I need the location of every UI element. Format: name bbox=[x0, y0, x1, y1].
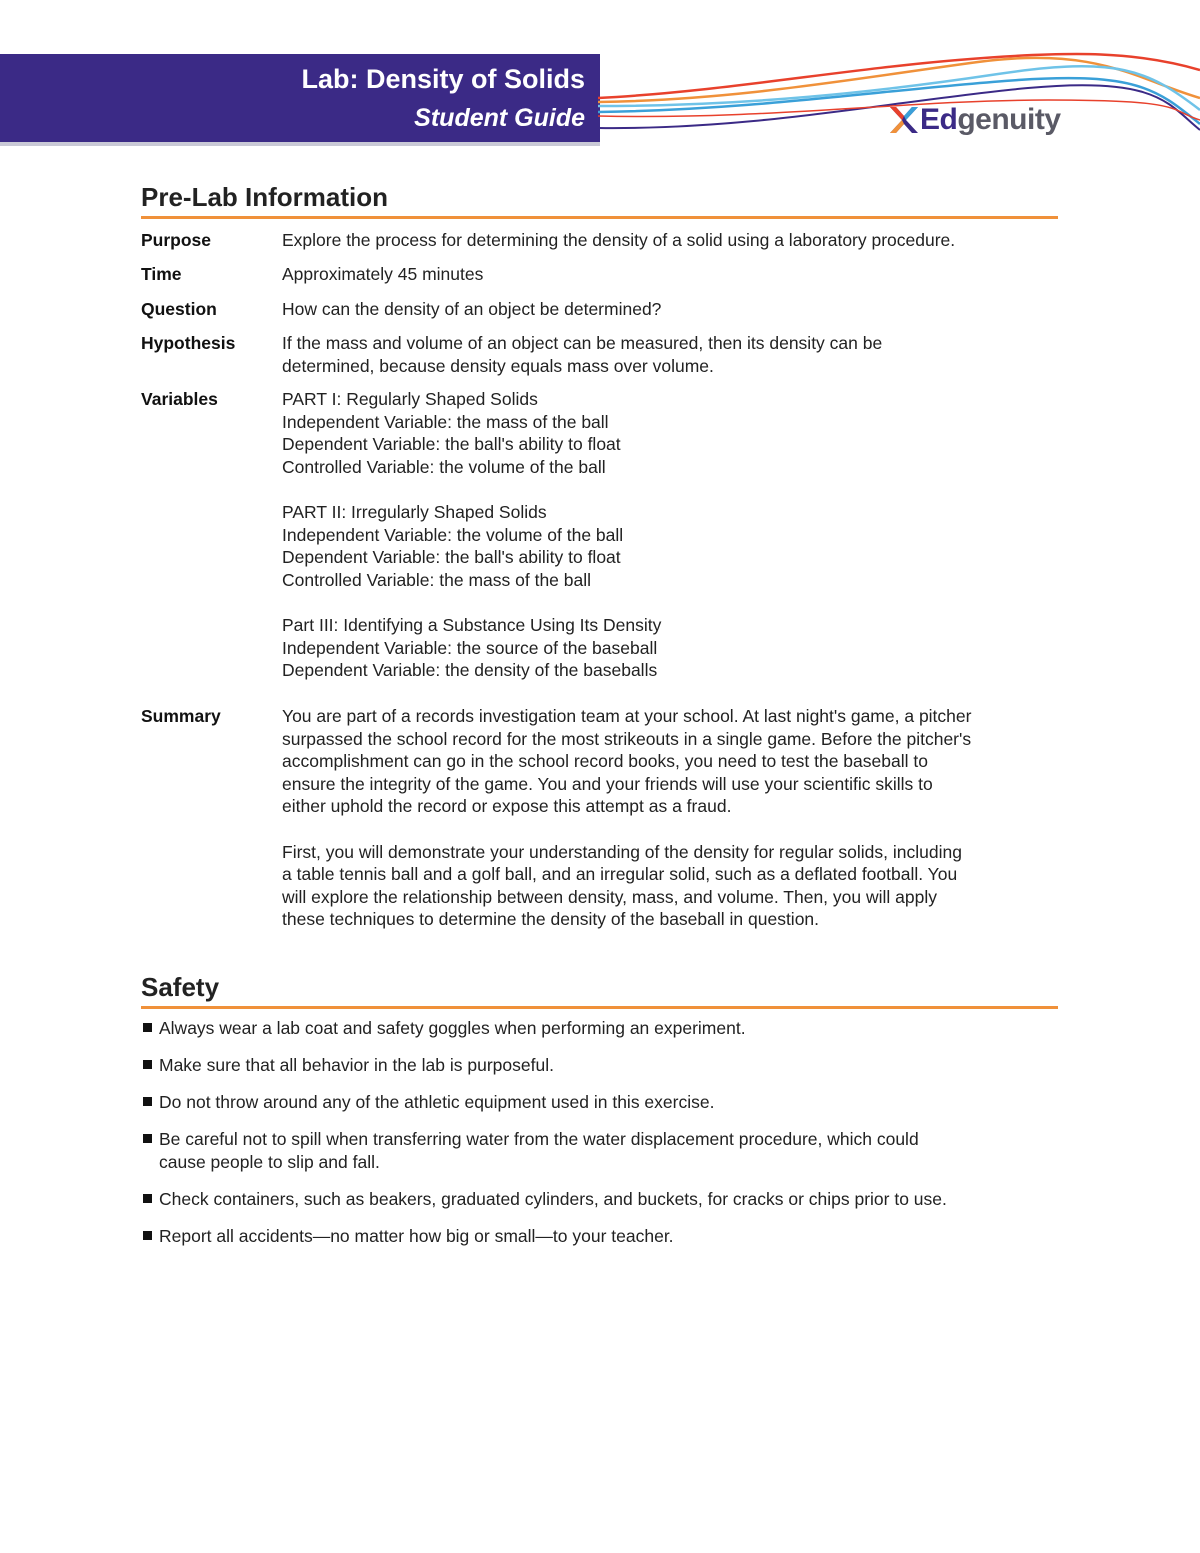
square-bullet-icon bbox=[143, 1060, 152, 1069]
summary-value bbox=[282, 705, 1062, 931]
square-bullet-icon bbox=[143, 1134, 152, 1143]
variable-line: Dependent Variable: the density of the baseballs bbox=[282, 660, 658, 681]
safety-item: Make sure that all behavior in the lab is purposeful. bbox=[141, 1054, 1061, 1077]
safety-item: Report all accidents—no matter how big or small—to your teacher. bbox=[141, 1225, 1061, 1248]
time-value: Approximately 45 minutes bbox=[282, 264, 484, 284]
variable-line: Independent Variable: the mass of the ball bbox=[282, 411, 609, 432]
summary-line: either uphold the record or expose this attempt as a fraud. bbox=[282, 796, 732, 817]
safety-heading: Safety bbox=[141, 972, 1058, 1009]
hypothesis-value bbox=[282, 332, 1062, 377]
square-bullet-icon bbox=[143, 1097, 152, 1106]
safety-item: Always wear a lab coat and safety goggles when performing an experiment. bbox=[141, 1017, 1061, 1040]
document-subtitle: Student Guide bbox=[414, 104, 585, 132]
hypothesis-line: If the mass and volume of an object can be measured, then its density can be bbox=[282, 333, 883, 353]
summary-line: a table tennis ball and a golf ball, and an irregular solid, such as a deflated football. You bbox=[282, 864, 958, 885]
purpose-value: Explore the process for determining the density of a solid using a laboratory procedure. bbox=[282, 230, 956, 250]
variable-line: Dependent Variable: the ball's ability to float bbox=[282, 547, 621, 568]
brand-wordmark: Edgenuity bbox=[920, 103, 1061, 136]
variables-value bbox=[282, 388, 1062, 682]
summary-line: accomplishment can go in the school record books, you need to test the baseball to bbox=[282, 751, 928, 772]
safety-item: Check containers, such as beakers, graduated cylinders, and buckets, for cracks or chips prior to use. bbox=[141, 1188, 1061, 1211]
safety-list bbox=[141, 1017, 1061, 1262]
summary-line: You are part of a records investigation team at your school. At last night's game, a pitcher bbox=[282, 706, 972, 726]
square-bullet-icon bbox=[143, 1231, 152, 1240]
variable-line: Independent Variable: the source of the baseball bbox=[282, 637, 658, 658]
prelab-heading: Pre-Lab Information bbox=[141, 182, 1058, 219]
x-logo-icon bbox=[888, 105, 920, 135]
time-label: Time bbox=[141, 264, 182, 284]
edgenuity-logo bbox=[888, 102, 1061, 138]
header-band bbox=[0, 54, 600, 142]
variables-label: Variables bbox=[141, 389, 218, 409]
hypothesis-label: Hypothesis bbox=[141, 333, 236, 353]
variables-part2-title: PART II: Irregularly Shaped Solids bbox=[282, 501, 547, 522]
summary-line: surpassed the school record for the most strikeouts in a single game. Before the pitcher's bbox=[282, 728, 972, 749]
variable-line: Controlled Variable: the mass of the ball bbox=[282, 569, 592, 590]
square-bullet-icon bbox=[143, 1194, 152, 1203]
summary-line: First, you will demonstrate your understanding of the density for regular solids, including bbox=[282, 841, 962, 862]
summary-line: will explore the relationship between density, mass, and volume. Then, you will apply bbox=[282, 886, 937, 907]
variable-line: Dependent Variable: the ball's ability to float bbox=[282, 434, 621, 455]
question-value: How can the density of an object be determined? bbox=[282, 299, 662, 319]
variables-part1-title: PART I: Regularly Shaped Solids bbox=[282, 389, 538, 409]
variable-line: Controlled Variable: the volume of the ball bbox=[282, 456, 606, 477]
safety-item: Be careful not to spill when transferring water from the water displacement procedure, which could cause people to slip and fall. bbox=[141, 1128, 1061, 1174]
square-bullet-icon bbox=[143, 1023, 152, 1032]
variables-part3-title: Part III: Identifying a Substance Using Its Density bbox=[282, 614, 662, 635]
summary-label: Summary bbox=[141, 706, 221, 726]
variable-line: Independent Variable: the volume of the ball bbox=[282, 524, 624, 545]
summary-line: these techniques to determine the density of the baseball in question. bbox=[282, 909, 820, 930]
safety-item: Do not throw around any of the athletic equipment used in this exercise. bbox=[141, 1091, 1061, 1114]
hypothesis-line: determined, because density equals mass over volume. bbox=[282, 355, 714, 376]
summary-line: ensure the integrity of the game. You and your friends will use your scientific skills to bbox=[282, 773, 933, 794]
question-label: Question bbox=[141, 299, 217, 319]
document-title: Lab: Density of Solids bbox=[301, 64, 585, 94]
purpose-label: Purpose bbox=[141, 230, 212, 250]
